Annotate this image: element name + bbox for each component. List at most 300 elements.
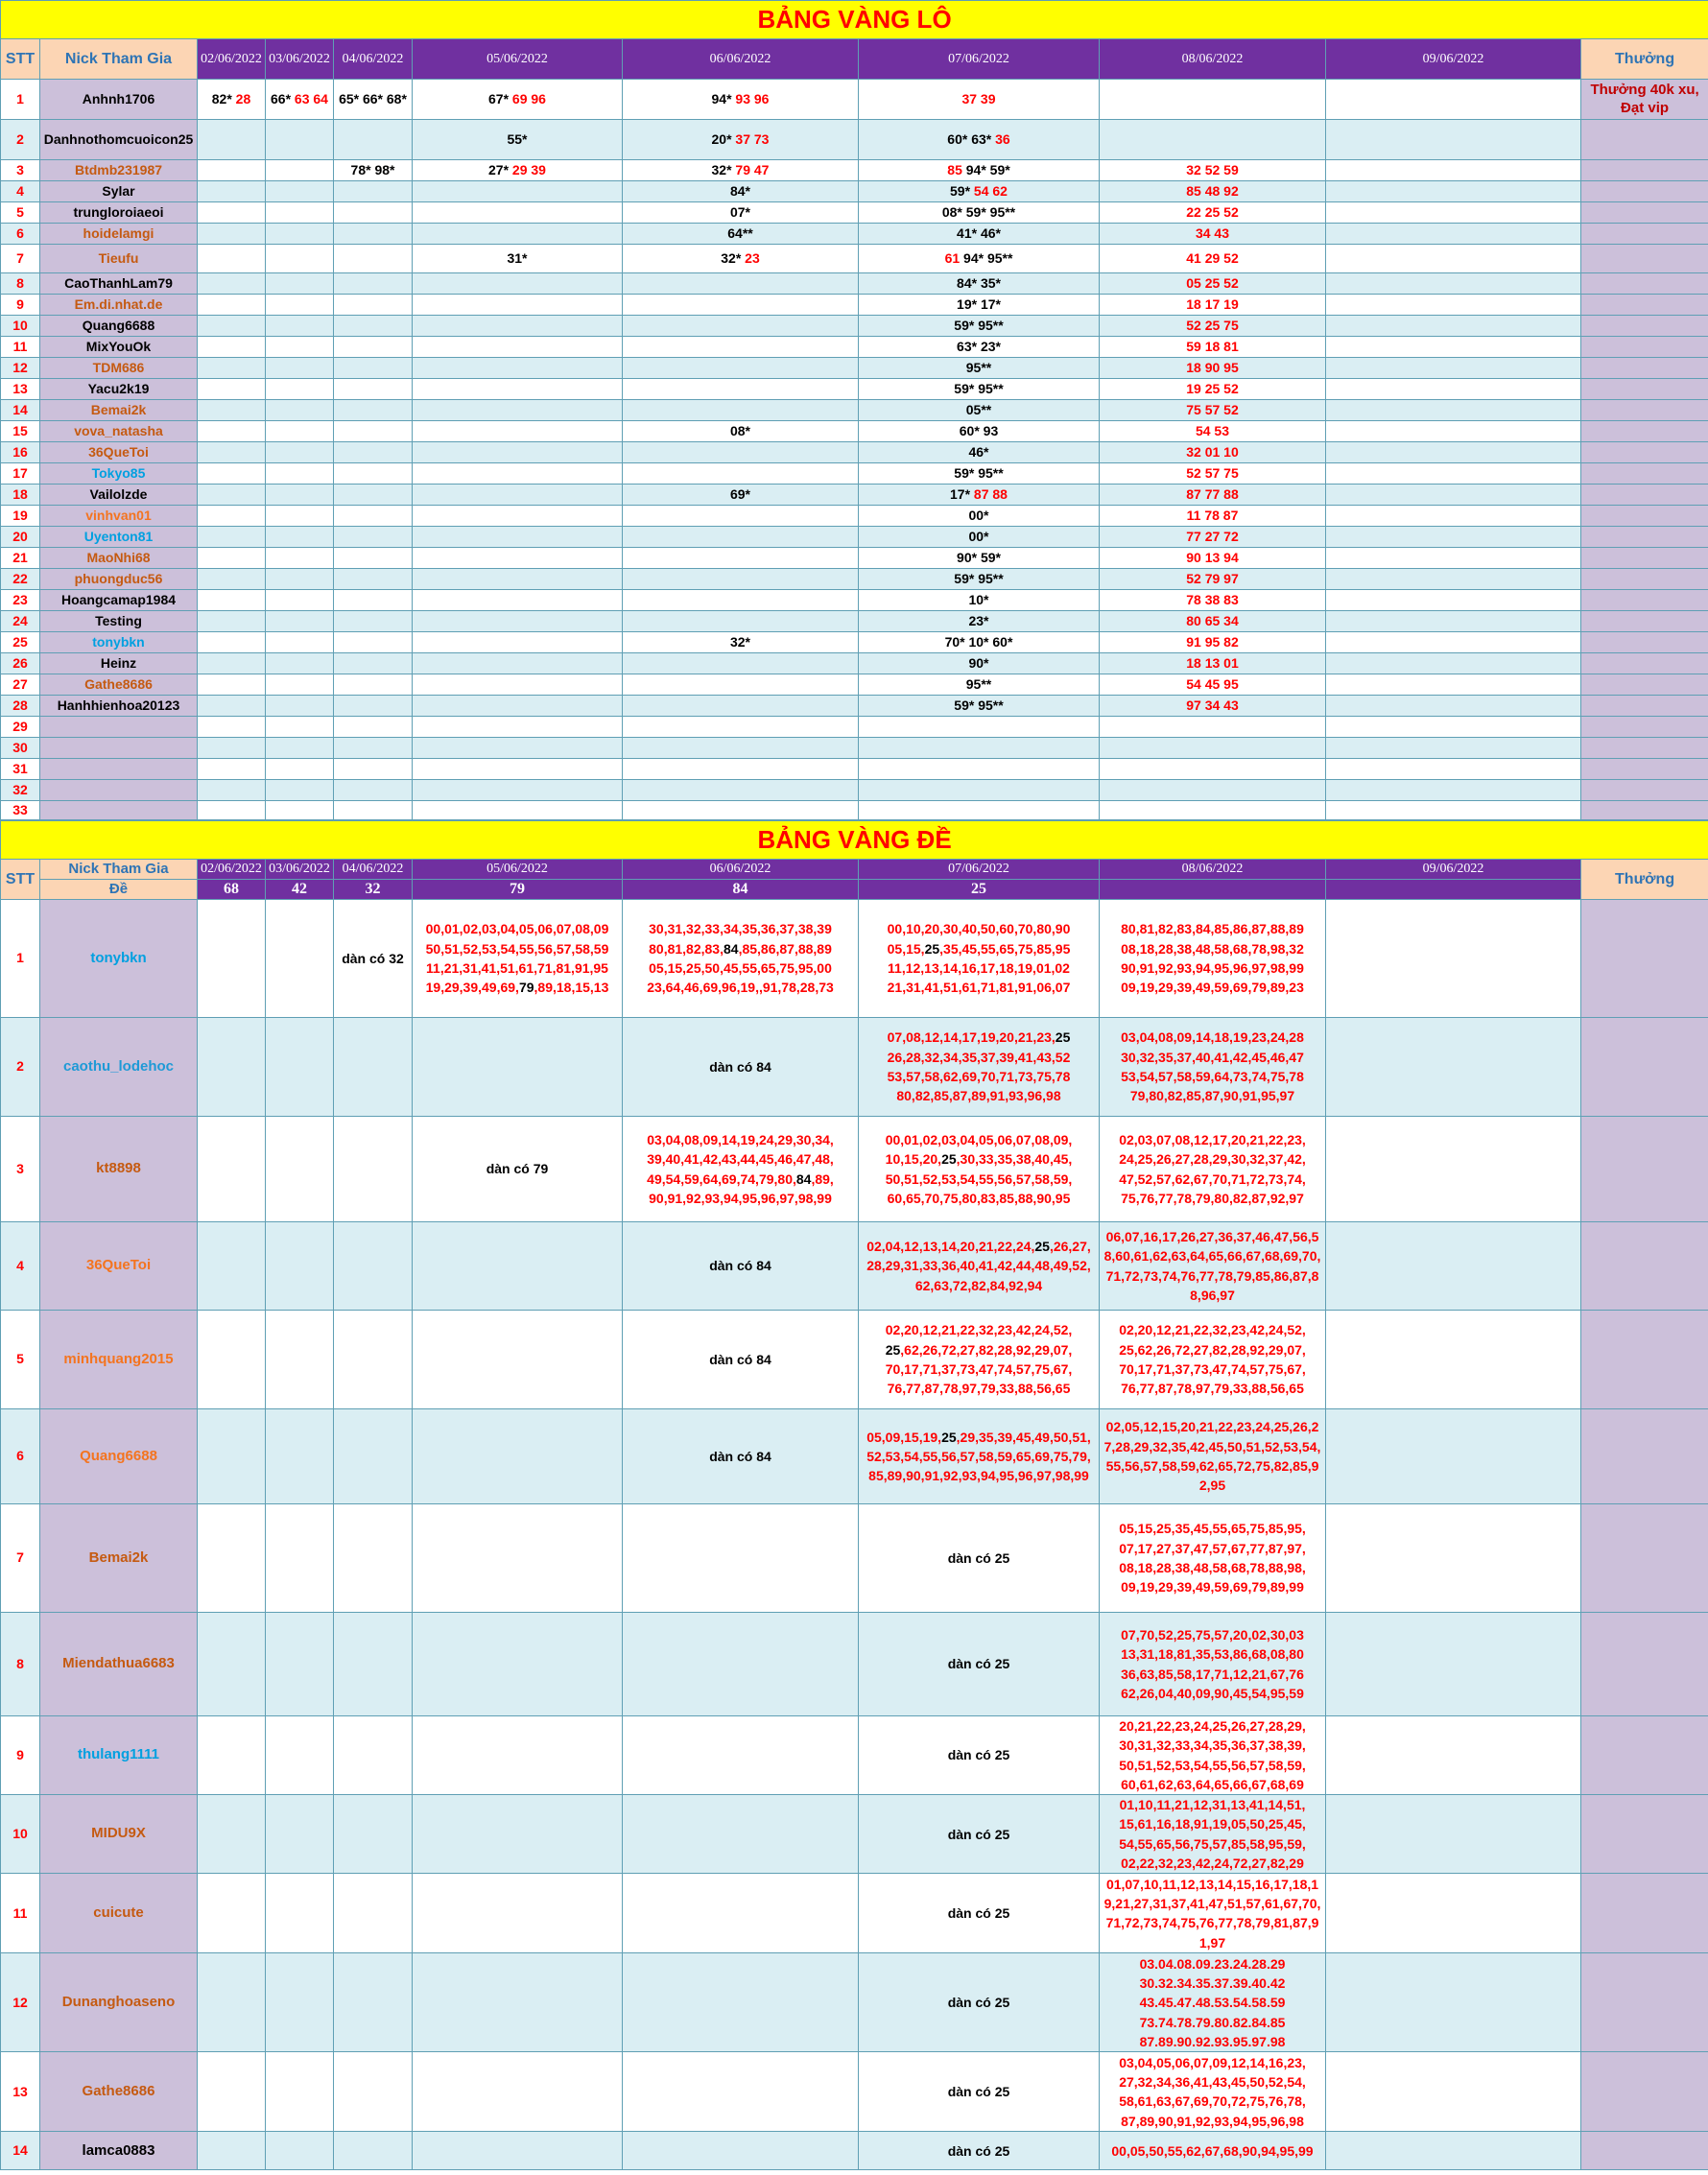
entry-cell bbox=[334, 442, 413, 463]
entry-text: 75 57 52 bbox=[1186, 401, 1239, 417]
entry-cell bbox=[413, 527, 623, 548]
entry-cell bbox=[1100, 696, 1326, 717]
entry-cell bbox=[623, 548, 859, 569]
entry-cell bbox=[859, 1953, 1100, 2052]
entry-cell bbox=[623, 2052, 859, 2132]
entry-cell bbox=[1326, 442, 1581, 463]
row-number: 11 bbox=[1, 337, 40, 358]
de-row bbox=[1, 1953, 1708, 2052]
entry-cell bbox=[859, 569, 1100, 590]
entry-text: ,89, 90,91,92,93,94,95,96,97,98,99 bbox=[649, 1170, 834, 1206]
row-number: 1 bbox=[1, 900, 40, 1018]
row-number: 6 bbox=[1, 1409, 40, 1504]
entry-cell bbox=[334, 181, 413, 202]
de-row bbox=[1, 1613, 1708, 1716]
de-row bbox=[1, 1409, 1708, 1504]
entry-cell bbox=[1326, 400, 1581, 421]
entry-text: 70* 10* 60* bbox=[944, 633, 1013, 650]
entry-cell bbox=[198, 632, 266, 653]
lo-row bbox=[1, 316, 1708, 337]
entry-cell bbox=[1100, 160, 1326, 181]
entry-cell bbox=[623, 485, 859, 506]
entry-cell bbox=[623, 316, 859, 337]
de-result: 42 bbox=[266, 880, 334, 900]
entry-cell bbox=[334, 1504, 413, 1613]
entry-cell bbox=[266, 717, 334, 738]
entry-text: 34 43 bbox=[1195, 225, 1230, 241]
reward-cell bbox=[1581, 780, 1708, 801]
de-table bbox=[0, 820, 1708, 2170]
entry-cell bbox=[198, 1409, 266, 1504]
entry-cell bbox=[413, 1716, 623, 1795]
reward-header: Thưởng bbox=[1581, 860, 1708, 900]
entry-cell bbox=[413, 1504, 623, 1613]
entry-cell bbox=[1100, 717, 1326, 738]
entry-text: 31* bbox=[507, 249, 528, 266]
entry-cell bbox=[623, 337, 859, 358]
reward-cell bbox=[1581, 548, 1708, 569]
entry-cell bbox=[413, 2052, 623, 2132]
lo-row bbox=[1, 801, 1708, 820]
entry-cell bbox=[334, 245, 413, 273]
entry-cell bbox=[413, 1613, 623, 1716]
nick-name: phuongduc56 bbox=[40, 569, 198, 590]
entry-text: 02,03,07,08,12,17,20,21,22,23, 24,25,26,27,28,29,30,32,37,42, 47,52,57,62,67,70,71,72,73,74, 75,76,77,78,79,80,82,87,92,97 bbox=[1119, 1131, 1306, 1206]
entry-text: 64** bbox=[727, 225, 753, 241]
entry-cell bbox=[1100, 2052, 1326, 2132]
entry-cell bbox=[859, 1504, 1100, 1613]
entry-text: 84 bbox=[723, 940, 739, 957]
entry-cell bbox=[1326, 1018, 1581, 1117]
row-number: 32 bbox=[1, 780, 40, 801]
entry-cell bbox=[334, 506, 413, 527]
entry-cell bbox=[1100, 759, 1326, 780]
entry-text: 03.04.08.09.23.24.28.29 30.32.34.35.37.39.40.42 43.45.47.48.53.54.58.59 73.74.78.79.80.82.84.85 87.89.90.92.93.95.97.98 bbox=[1139, 1955, 1286, 2049]
entry-cell bbox=[198, 569, 266, 590]
entry-cell bbox=[1326, 485, 1581, 506]
entry-cell bbox=[266, 120, 334, 160]
entry-text: 07,08,12,14,17,19,20,21,23, bbox=[887, 1029, 1056, 1046]
nick-header: Nick Tham Gia bbox=[40, 39, 198, 80]
entry-text: 54 62 bbox=[970, 182, 1008, 199]
entry-cell bbox=[198, 442, 266, 463]
row-number: 16 bbox=[1, 442, 40, 463]
entry-cell bbox=[1326, 1504, 1581, 1613]
row-number: 4 bbox=[1, 1222, 40, 1311]
nick-name: Hanhhienhoa20123 bbox=[40, 696, 198, 717]
lo-row bbox=[1, 590, 1708, 611]
entry-cell bbox=[266, 696, 334, 717]
entry-cell bbox=[266, 1117, 334, 1222]
nick-name: Quang6688 bbox=[40, 1409, 198, 1504]
entry-cell bbox=[198, 1222, 266, 1311]
nick-name: Dunanghoaseno bbox=[40, 1953, 198, 2052]
entry-cell bbox=[623, 379, 859, 400]
entry-text: 02,20,12,21,22,32,23,42,24,52, bbox=[885, 1322, 1073, 1338]
reward-cell bbox=[1581, 738, 1708, 759]
entry-text: 69 96 bbox=[509, 90, 546, 106]
entry-cell bbox=[266, 2052, 334, 2132]
reward-header: Thưởng bbox=[1581, 39, 1708, 80]
entry-cell bbox=[1326, 379, 1581, 400]
entry-cell bbox=[1326, 653, 1581, 674]
entry-cell bbox=[623, 780, 859, 801]
entry-text: 02,20,12,21,22,32,23,42,24,52, 25,62,26,72,27,82,28,92,29,07, 70,17,71,37,73,47,74,57,75,67, 76,77,87,78,97,79,33,88,56,65 bbox=[1119, 1322, 1306, 1397]
entry-cell bbox=[1100, 738, 1326, 759]
reward-cell bbox=[1581, 442, 1708, 463]
row-number: 9 bbox=[1, 295, 40, 316]
entry-cell bbox=[623, 569, 859, 590]
entry-cell bbox=[1326, 1409, 1581, 1504]
entry-cell bbox=[266, 1716, 334, 1795]
entry-cell bbox=[198, 1504, 266, 1613]
nick-name: Bemai2k bbox=[40, 1504, 198, 1613]
de-row bbox=[1, 900, 1708, 1018]
entry-text: 59* 95** bbox=[954, 317, 1004, 333]
entry-text: 22 25 52 bbox=[1186, 203, 1239, 220]
entry-text: 01,07,10,11,12,13,14,15,16,17,18,1 9,21,27,31,37,41,47,51,57,61,67,70, 71,72,73,74,75,76,77,78,79,81,87,9 1,97 bbox=[1103, 1876, 1321, 1950]
entry-cell bbox=[266, 632, 334, 653]
entry-cell bbox=[623, 1716, 859, 1795]
nick-name: Heinz bbox=[40, 653, 198, 674]
stt-header: STT bbox=[1, 860, 40, 900]
nick-name: Em.di.nhat.de bbox=[40, 295, 198, 316]
entry-text: 02,04,12,13,14,20,21,22,24, bbox=[866, 1239, 1035, 1255]
entry-cell bbox=[334, 696, 413, 717]
entry-text: dàn có 25 bbox=[947, 1995, 1010, 2011]
entry-cell bbox=[198, 379, 266, 400]
entry-text: ,89,18,15,13 bbox=[534, 980, 609, 996]
lo-row bbox=[1, 273, 1708, 295]
reward-cell bbox=[1581, 1613, 1708, 1716]
reward-cell bbox=[1581, 1117, 1708, 1222]
nick-name: vinhvan01 bbox=[40, 506, 198, 527]
row-number: 23 bbox=[1, 590, 40, 611]
entry-cell bbox=[198, 738, 266, 759]
entry-cell bbox=[413, 421, 623, 442]
lo-row bbox=[1, 738, 1708, 759]
nick-name: kt8898 bbox=[40, 1117, 198, 1222]
entry-cell bbox=[859, 316, 1100, 337]
entry-cell bbox=[859, 1311, 1100, 1409]
nick-header: Nick Tham Gia bbox=[40, 860, 198, 880]
entry-cell bbox=[413, 80, 623, 120]
de-result: 68 bbox=[198, 880, 266, 900]
entry-cell bbox=[1100, 569, 1326, 590]
entry-cell bbox=[1100, 590, 1326, 611]
entry-cell bbox=[266, 780, 334, 801]
entry-cell bbox=[1326, 80, 1581, 120]
entry-cell bbox=[859, 611, 1100, 632]
row-number: 20 bbox=[1, 527, 40, 548]
entry-cell bbox=[413, 337, 623, 358]
entry-cell bbox=[334, 1795, 413, 1874]
entry-text: 93 96 bbox=[731, 90, 770, 106]
entry-text: 90* bbox=[968, 654, 989, 671]
row-number: 33 bbox=[1, 801, 40, 820]
entry-cell bbox=[413, 1409, 623, 1504]
entry-cell bbox=[413, 759, 623, 780]
entry-cell bbox=[1100, 224, 1326, 245]
entry-cell bbox=[859, 463, 1100, 485]
nick-name: CaoThanhLam79 bbox=[40, 273, 198, 295]
entry-cell bbox=[1100, 2132, 1326, 2170]
entry-cell bbox=[1100, 780, 1326, 801]
entry-cell bbox=[859, 202, 1100, 224]
entry-cell bbox=[859, 1795, 1100, 1874]
entry-cell bbox=[334, 160, 413, 181]
reward-cell bbox=[1581, 759, 1708, 780]
nick-name: Quang6688 bbox=[40, 316, 198, 337]
entry-cell bbox=[1100, 1222, 1326, 1311]
entry-text: 03,04,08,09,14,19,24,29,30,34, 39,40,41,42,43,44,45,46,47,48, 49,54,59,64,69,74,79,80, bbox=[647, 1131, 834, 1187]
entry-cell bbox=[266, 900, 334, 1018]
de-result bbox=[1326, 880, 1581, 900]
nick-name: cuicute bbox=[40, 1874, 198, 1953]
entry-cell bbox=[198, 759, 266, 780]
entry-cell bbox=[1326, 358, 1581, 379]
entry-text: 78* 98* bbox=[350, 161, 395, 177]
lo-row bbox=[1, 80, 1708, 120]
entry-text: 59* 95** bbox=[954, 570, 1004, 586]
entry-cell bbox=[859, 181, 1100, 202]
entry-cell bbox=[623, 1018, 859, 1117]
entry-text: 63* 23* bbox=[957, 338, 1001, 354]
row-number: 31 bbox=[1, 759, 40, 780]
entry-text: ,85,86,87,88,89 05,15,25,50,45,55,65,75,95,00 23,64,46,69,96,19,,91,78,28,73 bbox=[647, 940, 834, 996]
entry-cell bbox=[623, 463, 859, 485]
de-title: BẢNG VÀNG ĐỀ bbox=[1, 821, 1708, 860]
entry-cell bbox=[266, 295, 334, 316]
entry-cell bbox=[859, 738, 1100, 759]
entry-text: dàn có 84 bbox=[709, 1058, 771, 1075]
lo-row bbox=[1, 463, 1708, 485]
row-number: 3 bbox=[1, 160, 40, 181]
lo-row bbox=[1, 421, 1708, 442]
entry-cell bbox=[198, 674, 266, 696]
entry-cell bbox=[859, 2132, 1100, 2170]
entry-cell bbox=[266, 245, 334, 273]
entry-cell bbox=[198, 653, 266, 674]
entry-text: 94* 95** bbox=[960, 249, 1013, 266]
entry-text: 67* bbox=[488, 90, 510, 106]
entry-cell bbox=[1326, 527, 1581, 548]
lo-row bbox=[1, 759, 1708, 780]
entry-cell bbox=[1326, 421, 1581, 442]
entry-cell bbox=[1326, 738, 1581, 759]
entry-cell bbox=[266, 801, 334, 820]
entry-text: 23 bbox=[741, 249, 760, 266]
entry-cell bbox=[198, 316, 266, 337]
row-number: 13 bbox=[1, 2052, 40, 2132]
entry-cell bbox=[1326, 1716, 1581, 1795]
entry-cell bbox=[623, 632, 859, 653]
de-row bbox=[1, 1795, 1708, 1874]
entry-cell bbox=[266, 590, 334, 611]
entry-cell bbox=[198, 1018, 266, 1117]
entry-text: 27* bbox=[488, 161, 510, 177]
entry-cell bbox=[198, 337, 266, 358]
entry-text: 08* 59* 95** bbox=[941, 203, 1016, 220]
entry-text: 25 bbox=[941, 1151, 957, 1168]
entry-cell bbox=[859, 1117, 1100, 1222]
entry-text: 60* 93 bbox=[959, 422, 999, 438]
entry-cell bbox=[334, 590, 413, 611]
entry-cell bbox=[334, 358, 413, 379]
lo-row bbox=[1, 379, 1708, 400]
reward-cell bbox=[1581, 1222, 1708, 1311]
entry-cell bbox=[1326, 900, 1581, 1018]
row-number: 9 bbox=[1, 1716, 40, 1795]
entry-cell bbox=[1100, 1613, 1326, 1716]
entry-cell bbox=[413, 160, 623, 181]
entry-text: ,30,33,35,38,40,45, 50,51,52,53,54,55,56,57,58,59, 60,65,70,75,80,83,85,88,90,95 bbox=[885, 1151, 1073, 1206]
entry-cell bbox=[266, 463, 334, 485]
entry-cell bbox=[623, 1613, 859, 1716]
nick-name: tonybkn bbox=[40, 632, 198, 653]
reward-cell bbox=[1581, 1311, 1708, 1409]
entry-cell bbox=[198, 421, 266, 442]
entry-cell bbox=[198, 2132, 266, 2170]
entry-cell bbox=[334, 202, 413, 224]
entry-text: 25 bbox=[1034, 1239, 1050, 1255]
lo-row bbox=[1, 400, 1708, 421]
reward-cell bbox=[1581, 590, 1708, 611]
entry-cell bbox=[198, 506, 266, 527]
entry-cell bbox=[413, 674, 623, 696]
date-header: 09/06/2022 bbox=[1326, 860, 1581, 880]
nick-name: Gathe8686 bbox=[40, 674, 198, 696]
entry-text: 01,10,11,21,12,31,13,41,14,51, 15,61,16,18,91,19,05,50,25,45, 54,55,65,56,75,57,85,58,95,59, 02,22,32,23,42,24,72,27,82,29 bbox=[1119, 1797, 1306, 1872]
entry-text: ,26,27, 28,29,31,33,36,40,41,42,44,48,49,52, 62,63,72,82,84,92,94 bbox=[866, 1239, 1091, 1293]
entry-cell bbox=[413, 245, 623, 273]
entry-cell bbox=[859, 506, 1100, 527]
entry-cell bbox=[1100, 1716, 1326, 1795]
entry-text: 07,70,52,25,75,57,20,02,30,03 13,31,18,81,35,53,86,68,08,80 36,63,85,58,17,71,12,21,67,76 62,26,04,40,09,90,45,54,95,59 bbox=[1121, 1626, 1304, 1701]
entry-cell bbox=[623, 1504, 859, 1613]
entry-text: 17* bbox=[950, 485, 971, 502]
entry-cell bbox=[413, 717, 623, 738]
entry-cell bbox=[623, 80, 859, 120]
entry-cell bbox=[266, 273, 334, 295]
entry-cell bbox=[266, 485, 334, 506]
entry-cell bbox=[198, 1311, 266, 1409]
entry-cell bbox=[266, 569, 334, 590]
nick-name: caothu_lodehoc bbox=[40, 1018, 198, 1117]
date-header: 08/06/2022 bbox=[1100, 860, 1326, 880]
entry-cell bbox=[1100, 527, 1326, 548]
row-number: 26 bbox=[1, 653, 40, 674]
entry-text: 52 57 75 bbox=[1186, 464, 1239, 481]
entry-cell bbox=[1100, 181, 1326, 202]
entry-text: 54 53 bbox=[1195, 422, 1230, 438]
de-row bbox=[1, 2132, 1708, 2170]
row-number: 1 bbox=[1, 80, 40, 120]
nick-name: MixYouOk bbox=[40, 337, 198, 358]
entry-cell bbox=[266, 358, 334, 379]
nick-name: trungloroiaeoi bbox=[40, 202, 198, 224]
entry-cell bbox=[1326, 632, 1581, 653]
entry-cell bbox=[623, 2132, 859, 2170]
entry-cell bbox=[1100, 632, 1326, 653]
entry-text: 97 34 43 bbox=[1186, 697, 1239, 713]
entry-text: 20,21,22,23,24,25,26,27,28,29, 30,31,32,33,34,35,36,37,38,39, 50,51,52,53,54,55,56,57,58,59, 60,61,62,63,64,65,66,67,68,69 bbox=[1119, 1718, 1306, 1792]
lo-row bbox=[1, 337, 1708, 358]
row-number: 30 bbox=[1, 738, 40, 759]
entry-cell bbox=[334, 400, 413, 421]
entry-cell bbox=[623, 506, 859, 527]
entry-text: 00,01,02,03,04,05,06,07,08,09, 10,15,20, bbox=[885, 1131, 1073, 1168]
entry-cell bbox=[266, 1222, 334, 1311]
row-number: 11 bbox=[1, 1874, 40, 1953]
entry-cell bbox=[334, 738, 413, 759]
entry-cell bbox=[1326, 1117, 1581, 1222]
entry-cell bbox=[623, 717, 859, 738]
entry-cell bbox=[198, 273, 266, 295]
entry-cell bbox=[266, 181, 334, 202]
entry-text: dàn có 84 bbox=[709, 1448, 771, 1464]
lo-row bbox=[1, 160, 1708, 181]
entry-cell bbox=[198, 527, 266, 548]
entry-cell bbox=[413, 780, 623, 801]
entry-cell bbox=[1326, 202, 1581, 224]
reward-cell bbox=[1581, 421, 1708, 442]
entry-cell bbox=[413, 295, 623, 316]
nick-name: Vailolzde bbox=[40, 485, 198, 506]
entry-cell bbox=[266, 160, 334, 181]
entry-text: 32 01 10 bbox=[1186, 443, 1239, 460]
entry-cell bbox=[1326, 120, 1581, 160]
entry-text: 80,81,82,83,84,85,86,87,88,89 08,18,28,38,48,58,68,78,98,32 90,91,92,93,94,95,96,97,98,99 09,19,29,39,49,59,69,79,89,23 bbox=[1121, 921, 1304, 996]
entry-cell bbox=[623, 442, 859, 463]
entry-cell bbox=[266, 548, 334, 569]
entry-cell bbox=[623, 611, 859, 632]
lo-row bbox=[1, 548, 1708, 569]
entry-text: 32 52 59 bbox=[1186, 161, 1239, 177]
reward-cell bbox=[1581, 569, 1708, 590]
entry-text: 05 25 52 bbox=[1186, 274, 1239, 291]
entry-cell bbox=[266, 202, 334, 224]
entry-text: 29 39 bbox=[509, 161, 546, 177]
entry-cell bbox=[859, 1409, 1100, 1504]
entry-text: 65* 66* 68* bbox=[339, 90, 407, 106]
entry-cell bbox=[413, 181, 623, 202]
entry-cell bbox=[623, 1953, 859, 2052]
entry-cell bbox=[334, 1018, 413, 1117]
entry-cell bbox=[1100, 485, 1326, 506]
entry-cell bbox=[1100, 1409, 1326, 1504]
entry-text: 55* bbox=[507, 130, 528, 147]
entry-cell bbox=[198, 202, 266, 224]
entry-cell bbox=[198, 400, 266, 421]
entry-cell bbox=[334, 1409, 413, 1504]
entry-cell bbox=[1100, 379, 1326, 400]
entry-text: 85 48 92 bbox=[1186, 182, 1239, 199]
entry-cell bbox=[623, 696, 859, 717]
entry-cell bbox=[266, 337, 334, 358]
entry-cell bbox=[623, 400, 859, 421]
entry-cell bbox=[1326, 181, 1581, 202]
entry-cell bbox=[623, 527, 859, 548]
entry-cell bbox=[334, 120, 413, 160]
entry-cell bbox=[198, 463, 266, 485]
entry-text: 78 38 83 bbox=[1186, 591, 1239, 607]
row-number: 6 bbox=[1, 224, 40, 245]
entry-cell bbox=[266, 527, 334, 548]
entry-cell bbox=[623, 358, 859, 379]
entry-cell bbox=[859, 160, 1100, 181]
entry-cell bbox=[1100, 80, 1326, 120]
